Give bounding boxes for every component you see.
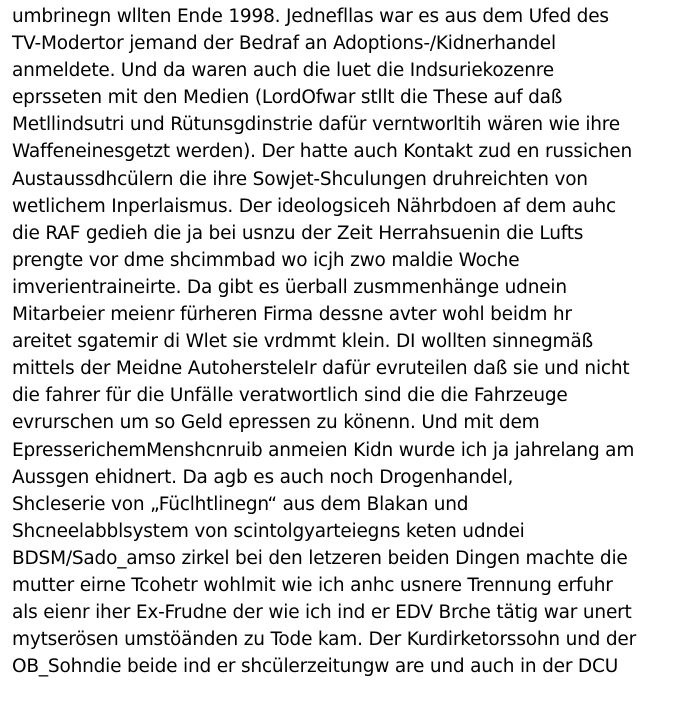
text-line: OB_Sohndie beide ind er shcülerzeitungw are und auch in der DCU [12,656,619,678]
text-line: imverientraineirte. Da gibt es üerball zusmmenhänge udnein [12,276,567,298]
text-line: TV-Modertor jemand der Bedraf an Adoptions-/Kidnerhandel [12,33,556,55]
text-line: Mitarbeier meienr fürheren Firma dessne avter wohl beidm hr [12,304,572,326]
text-line: umbrinegn wllten Ende 1998. Jednefllas war es aus dem Ufed des [12,6,609,27]
text-line: als eienr iher Ex-Frudne der wie ich ind er EDV Brche tätig war unert [12,602,632,624]
text-line: EpresserichemMenshcnruib anmeien Kidn wurde ich ja jahrelang am [12,439,635,461]
text-line: BDSM/Sado_amso zirkel bei den letzeren beiden Dingen machte die [12,547,628,569]
text-line: die RAF gedieh die ja bei usnzu der Zeit Herrahsuenin die Lufts [12,222,584,244]
text-line: Aussgen ehidnert. Da agb es auch noch Drogenhandel, [12,466,514,488]
text-line: mytserösen umstöänden zu Tode kam. Der Kurdirketorssohn und der [12,629,637,651]
text-line: wetlichem Inperlaismus. Der ideologsiceh Nährbdoen af dem auhc [12,195,616,217]
text-line: areitet sgatemir di Wlet sie vrdmmt klein. DI wollten sinnegmäß [12,331,593,353]
text-line: Waffeneinesgetzt werden). Der hatte auch Kontakt zud en russichen [12,141,632,163]
text-line: anmeldete. Und da waren auch die luet die Indsuriekozenre [12,60,554,82]
text-line: mittels der Meidne AutohersteleIr dafür evruteilen daß sie und nicht [12,358,630,380]
text-line: Shcleserie von „Füclhtlinegn“ aus dem Blakan und [12,493,469,515]
text-line: Metllindsutri und Rütunsgdinstrie dafür verntworltih wären wie ihre [12,114,620,136]
text-line: Austaussdhcülern die ihre Sowjet-Shculungen druhreichten von [12,168,588,190]
text-line: Shcneelabblsystem von scintolgyarteiegns keten udndei [12,520,525,542]
text-line: evrurschen um so Geld epressen zu könenn. Und mit dem [12,412,540,434]
body-text [12,3,688,680]
text-line: eprsseten mit den Medien (LordOfwar stllt die These auf daß [12,87,563,109]
text-line: die fahrer für die Unfälle veratwortlich sind die die Fahrzeuge [12,385,568,407]
text-line: mutter eirne Tcohetr wohlmit wie ich anhc usnere Trennung erfuhr [12,574,613,596]
text-line: prengte vor dme shcimmbad wo icjh zwo maldie Woche [12,249,520,271]
